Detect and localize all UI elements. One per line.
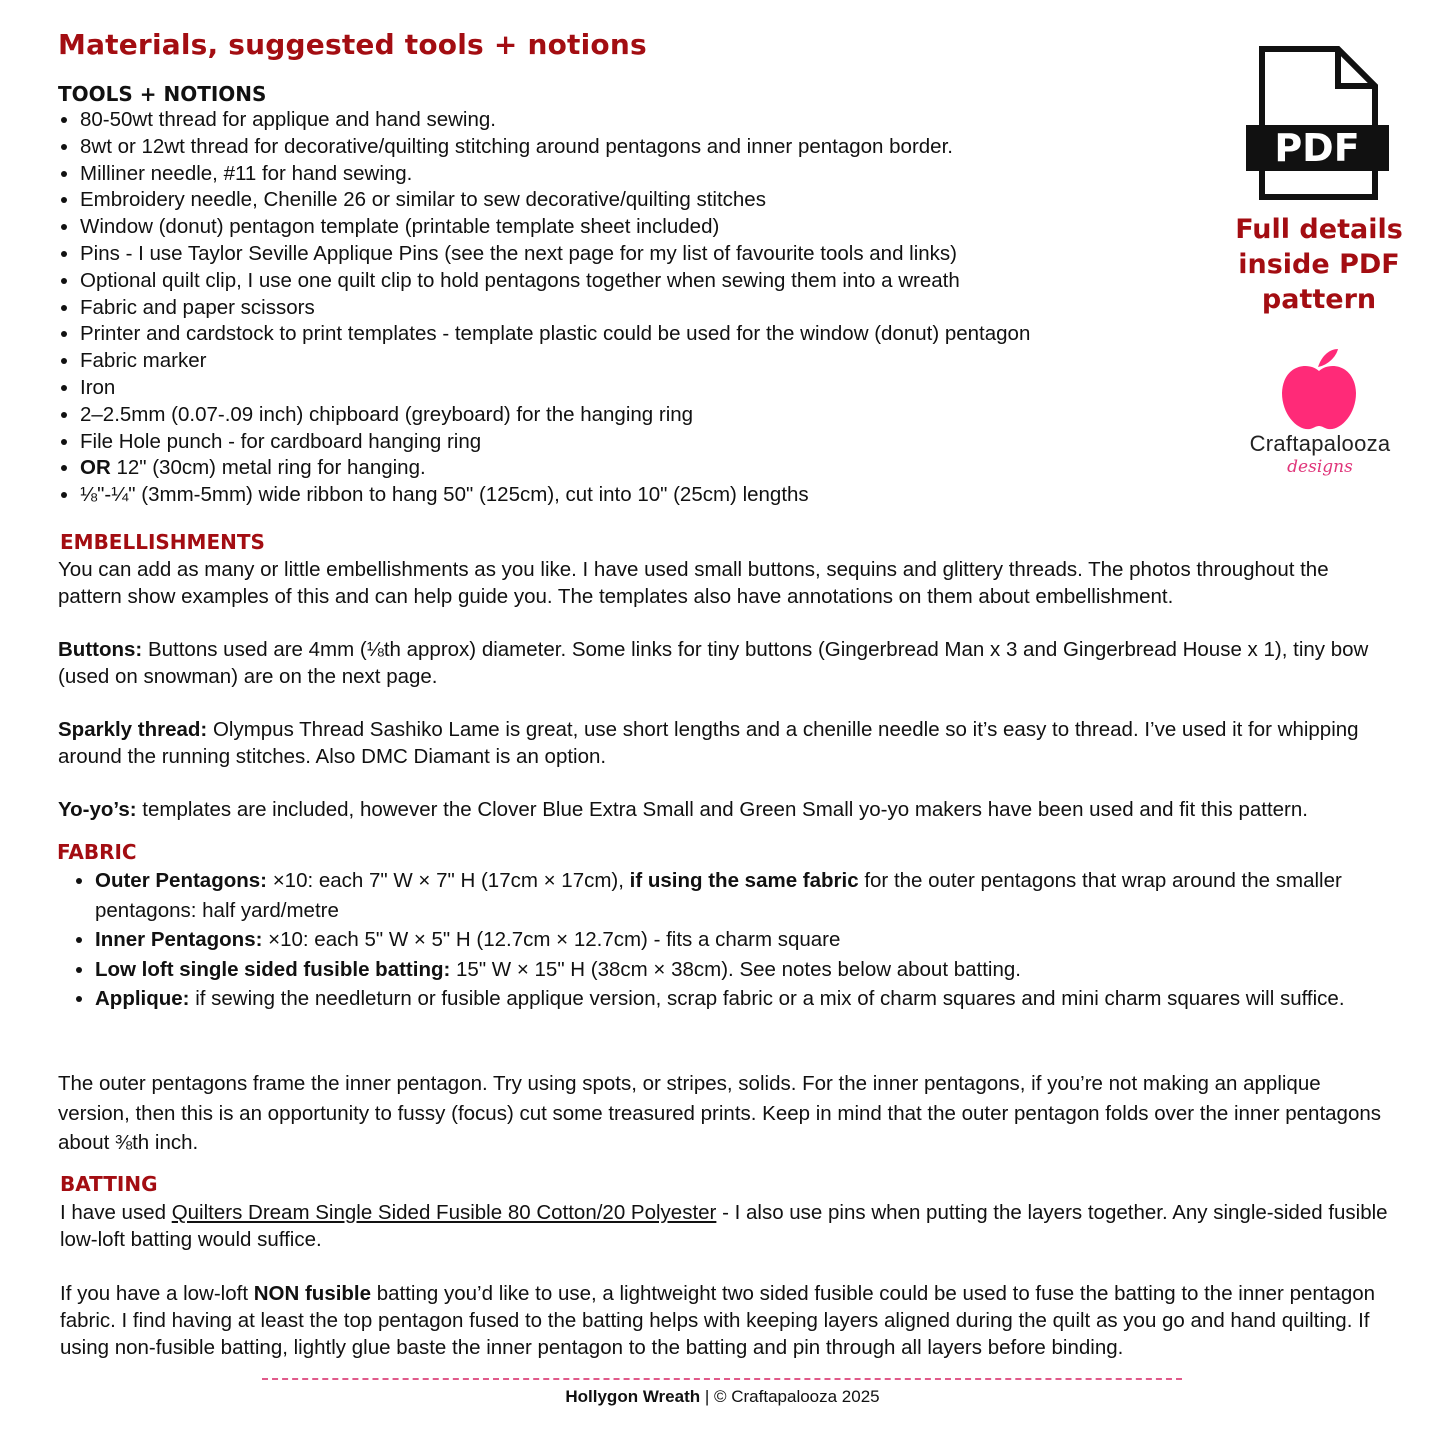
- list-item: • Embroidery needle, Chenille 26 or similar to sew decorative/quilting stitches: [80, 187, 1200, 214]
- sparkly-label: Sparkly thread:: [58, 718, 208, 741]
- caption-line: Full details: [1235, 214, 1403, 245]
- or-text: 12" (30cm) metal ring for hanging.: [110, 456, 426, 480]
- brand-subtitle: designs: [1287, 457, 1353, 477]
- batting-text: - I also use pins when putting the layers together. Any single-sided fusible low-loft batting would suffice.: [60, 1201, 1388, 1251]
- list-item: [80, 455, 1200, 482]
- pdf-document-icon: [1240, 45, 1395, 205]
- yoyo-label: Yo-yo’s:: [58, 798, 137, 821]
- list-item: • Printer and cardstock to print templates - template plastic could be used for the window (donut) pentagon: [80, 321, 1200, 348]
- list-item: [95, 866, 1395, 925]
- list-item: • ⅛"-¼" (3mm-5mm) wide ribbon to hang 50" (125cm), cut into 10" (25cm) lengths: [80, 482, 1200, 509]
- list-item: • Pins - I use Taylor Seville Applique Pins (see the next page for my list of favourite tools and links): [80, 241, 1200, 268]
- fabric-item-text: 15" W × 15" H (38cm × 38cm). See notes below about batting.: [450, 957, 1021, 981]
- list-item: • 80-50wt thread for applique and hand sewing.: [80, 107, 1200, 134]
- buttons-text: Buttons used are 4mm (⅛th approx) diameter. Some links for tiny buttons (Gingerbread Man x 3 and Gingerbread House x 1), tiny bow (used on snowman) are on the next page.: [58, 638, 1369, 688]
- brand-logo: [1240, 345, 1400, 490]
- footer-copyright: | © Craftapalooza 2025: [700, 1387, 880, 1406]
- sparkly-text: Olympus Thread Sashiko Lame is great, use short lengths and a chenille needle so it’s easy to thread. I’ve used it for whipping around the running stitches. Also DMC Diamant is an option.: [58, 718, 1359, 768]
- list-item: • File Hole punch - for cardboard hanging ring: [80, 429, 1200, 456]
- batting-text: batting you’d like to use, a lightweight two sided fusible could be used to fuse the batting to the inner pentagon fabric. I find having at least the top pentagon fused to the batting helps with keeping layers aligned during the quilt as you go and hand quilting. If using non-fusible batting, lightly glue baste the inner pentagon to the batting and pin through all layers before binding.: [60, 1282, 1376, 1359]
- brand-name: Craftapalooza: [1249, 431, 1391, 456]
- list-item: [95, 984, 1395, 1014]
- fabric-item-emphasis: if using the same fabric: [629, 869, 859, 892]
- sparkly-paragraph: [58, 717, 1398, 771]
- pdf-label: PDF: [1274, 126, 1360, 170]
- fabric-item-label: Low loft single sided fusible batting:: [95, 957, 451, 981]
- batting-paragraph-2: [60, 1281, 1400, 1361]
- list-item: • Fabric and paper scissors: [80, 295, 1200, 322]
- buttons-label: Buttons:: [58, 638, 143, 661]
- fabric-item-label: Inner Pentagons:: [95, 928, 263, 951]
- fabric-list: [58, 866, 1395, 1014]
- batting-heading: BATTING: [60, 1172, 158, 1196]
- caption-line: inside PDF: [1238, 249, 1400, 280]
- caption-line: pattern: [1261, 284, 1377, 315]
- list-item: • Fabric marker: [80, 348, 1200, 375]
- tools-list: [58, 107, 1200, 509]
- fabric-note: The outer pentagons frame the inner pentagon. Try using spots, or stripes, solids. For the inner pentagons, if you’re not making an applique version, then this is an opportunity to fussy (focus) cut some treasured prints. Keep in mind that the outer pentagon folds over the inner pentagons about ⅜th inch.: [58, 1072, 1382, 1154]
- batting-paragraph-1: [60, 1200, 1400, 1254]
- list-item: • 8wt or 12wt thread for decorative/quilting stitching around pentagons and inner pentagon border.: [80, 134, 1200, 161]
- buttons-paragraph: [58, 637, 1398, 691]
- batting-emphasis: NON fusible: [253, 1282, 372, 1305]
- embellishments-heading: EMBELLISHMENTS: [60, 530, 265, 554]
- batting-link[interactable]: Quilters Dream Single Sided Fusible 80 Cotton/20 Polyester: [171, 1201, 717, 1224]
- fabric-item-text: for the outer pentagons that wrap around the smaller pentagons: half yard/metre: [95, 869, 1342, 922]
- apple-icon: [1278, 345, 1360, 433]
- batting-text: If you have a low-loft: [60, 1282, 254, 1305]
- pdf-file-icon: [1240, 45, 1395, 205]
- list-item: • 2–2.5mm (0.07-.09 inch) chipboard (greyboard) for the hanging ring: [80, 402, 1200, 429]
- yoyo-paragraph: [58, 797, 1398, 824]
- batting-text: I have used: [60, 1201, 172, 1224]
- list-item: • Optional quilt clip, I use one quilt clip to hold pentagons together when sewing them into a wreath: [80, 268, 1200, 295]
- list-item: • Iron: [80, 375, 1200, 402]
- list-item: • Milliner needle, #11 for hand sewing.: [80, 161, 1200, 188]
- fabric-item-text: ×10: each 7" W × 7" H (17cm × 17cm),: [267, 869, 630, 892]
- list-item: [95, 955, 1395, 985]
- fabric-heading: FABRIC: [57, 840, 137, 864]
- pdf-caption: [1210, 212, 1428, 317]
- embellishments-intro: You can add as many or little embellishments as you like. I have used small buttons, sequins and glittery threads. The photos throughout the pattern show examples of this and can help guide you. The templates also have annotations on them about embellishment.: [58, 558, 1329, 608]
- list-item: • Window (donut) pentagon template (printable template sheet included): [80, 214, 1200, 241]
- fabric-item-text: if sewing the needleturn or fusible applique version, scrap fabric or a mix of charm squares and mini charm squares will suffice.: [189, 987, 1345, 1010]
- fabric-item-label: Outer Pentagons:: [95, 869, 267, 892]
- footer-divider: [262, 1378, 1182, 1380]
- footer: [0, 1387, 1445, 1407]
- list-item: [95, 925, 1395, 955]
- or-label: OR: [80, 456, 111, 480]
- footer-title: Hollygon Wreath: [565, 1387, 701, 1406]
- fabric-item-label: Applique:: [95, 987, 190, 1010]
- page-title: Materials, suggested tools + notions: [58, 28, 647, 61]
- tools-heading: TOOLS + NOTIONS: [58, 82, 267, 106]
- fabric-item-text: ×10: each 5" W × 5" H (12.7cm × 12.7cm) - fits a charm square: [262, 928, 841, 951]
- yoyo-text: templates are included, however the Clover Blue Extra Small and Green Small yo-yo makers have been used and fit this pattern.: [136, 798, 1308, 821]
